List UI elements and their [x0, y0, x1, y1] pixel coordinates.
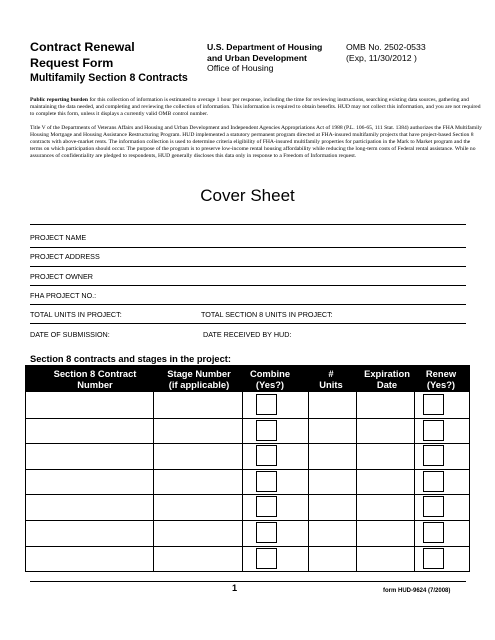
- table-row-divider: [26, 469, 469, 470]
- combine-checkbox[interactable]: [256, 496, 277, 517]
- project-name-label: PROJECT NAME: [30, 233, 87, 242]
- contracts-table: [25, 365, 470, 572]
- agency-line1: U.S. Department of Housing: [207, 42, 323, 52]
- field-divider: [30, 304, 466, 305]
- form-title-line1: Contract Renewal: [30, 40, 135, 54]
- combine-checkbox[interactable]: [256, 548, 277, 569]
- renew-checkbox[interactable]: [423, 420, 444, 441]
- header-agency: [207, 42, 343, 74]
- contracts-section-title: Section 8 contracts and stages in the project:: [30, 354, 231, 364]
- date-received-label: DATE RECEIVED BY HUD:: [203, 330, 292, 339]
- col-header-combine: Combine (Yes?): [249, 368, 291, 390]
- authority-paragraph: Title V of the Departments of Veterans Affairs and Housing and Urban Development and Independent Agencies Appropriations Act of 1988 (P.L. 106-65, 111 Stat. 1384) authorizes the FHA Multifamily Housing Mortgage and Housing Assistance Restructuring Program. HUD implemented a statutory permanent program directed at FHA-insured multifamily projects that have project-based Section 8 contracts with above-market rents. The information collection is used to determine criteria eligibility of FHA-insured multifamily properties for participation in the Mark to Market program and the terms on which participation should occur. The purpose of the program is to preserve low-income rental housing affordability while reducing the long-term costs of Federal rental assistance. While no assurances of confidentiality are pledged to respondents, HUD generally discloses this data only in response to a Freedom of Information request.: [30, 125, 482, 160]
- field-divider: [30, 266, 466, 267]
- project-owner-label: PROJECT OWNER: [30, 272, 93, 281]
- combine-checkbox[interactable]: [256, 394, 277, 415]
- form-id: form HUD-9624 (7/2008): [383, 588, 451, 594]
- table-header: [26, 366, 469, 392]
- omb-number: OMB No. 2502-0533: [346, 42, 426, 52]
- table-row-divider: [26, 443, 469, 444]
- burden-lead: Public reporting burden: [30, 97, 89, 103]
- col-header-expiration-date: Expiration Date: [364, 368, 410, 390]
- table-row-divider: [26, 418, 469, 419]
- header-left: [30, 40, 205, 85]
- burden-text: for this collection of information is estimated to average 1 hour per response, including the time for reviewing instructions, searching existing data sources, gathering and maintaining the data needed, and completing and reviewing the collection of information. This information is required to obtain benefits. HUD may not collect this information, and you are not required to complete this form, unless it displays a currently valid OMB control number.: [30, 97, 481, 118]
- field-divider: [30, 285, 466, 286]
- date-of-submission-label: DATE OF SUBMISSION:: [30, 330, 110, 339]
- field-divider: [30, 224, 466, 225]
- table-row-divider: [26, 520, 469, 521]
- combine-checkbox[interactable]: [256, 445, 277, 466]
- field-divider: [30, 247, 466, 248]
- form-title-line2: Request Form: [30, 55, 114, 70]
- combine-checkbox[interactable]: [256, 420, 277, 441]
- renew-checkbox[interactable]: [423, 445, 444, 466]
- table-column-divider: [242, 392, 243, 571]
- col-header-stage-number: Stage Number (if applicable): [167, 368, 231, 390]
- renew-checkbox[interactable]: [423, 548, 444, 569]
- renew-checkbox[interactable]: [423, 394, 444, 415]
- header-omb: [346, 42, 426, 63]
- col-header-contract-number: Section 8 Contract Number: [53, 368, 137, 390]
- office-name: Office of Housing: [207, 63, 274, 74]
- omb-expiration: (Exp, 11/30/2012 ): [346, 52, 417, 63]
- table-column-divider: [356, 392, 357, 571]
- agency-line2: and Urban Development: [207, 52, 307, 63]
- col-header-units: # Units: [319, 368, 343, 390]
- total-units-label: TOTAL UNITS IN PROJECT:: [30, 310, 122, 319]
- table-column-divider: [414, 392, 415, 571]
- renew-checkbox[interactable]: [423, 522, 444, 543]
- burden-paragraph: [30, 97, 482, 118]
- page-number: 1: [232, 583, 238, 593]
- form-subtitle: Multifamily Section 8 Contracts: [30, 72, 188, 84]
- project-address-label: PROJECT ADDRESS: [30, 252, 100, 261]
- field-divider: [30, 323, 466, 324]
- renew-checkbox[interactable]: [423, 471, 444, 492]
- cover-sheet-title: Cover Sheet: [200, 186, 295, 205]
- footer-divider: [30, 581, 466, 582]
- renew-checkbox[interactable]: [423, 496, 444, 517]
- col-header-renew: Renew (Yes?): [425, 368, 457, 390]
- combine-checkbox[interactable]: [256, 522, 277, 543]
- table-row-divider: [26, 494, 469, 495]
- table-row-divider: [26, 546, 469, 547]
- combine-checkbox[interactable]: [256, 471, 277, 492]
- table-column-divider: [308, 392, 309, 571]
- fha-project-no-label: FHA PROJECT NO.:: [30, 291, 97, 300]
- table-column-divider: [153, 392, 154, 571]
- total-section8-units-label: TOTAL SECTION 8 UNITS IN PROJECT:: [201, 310, 333, 319]
